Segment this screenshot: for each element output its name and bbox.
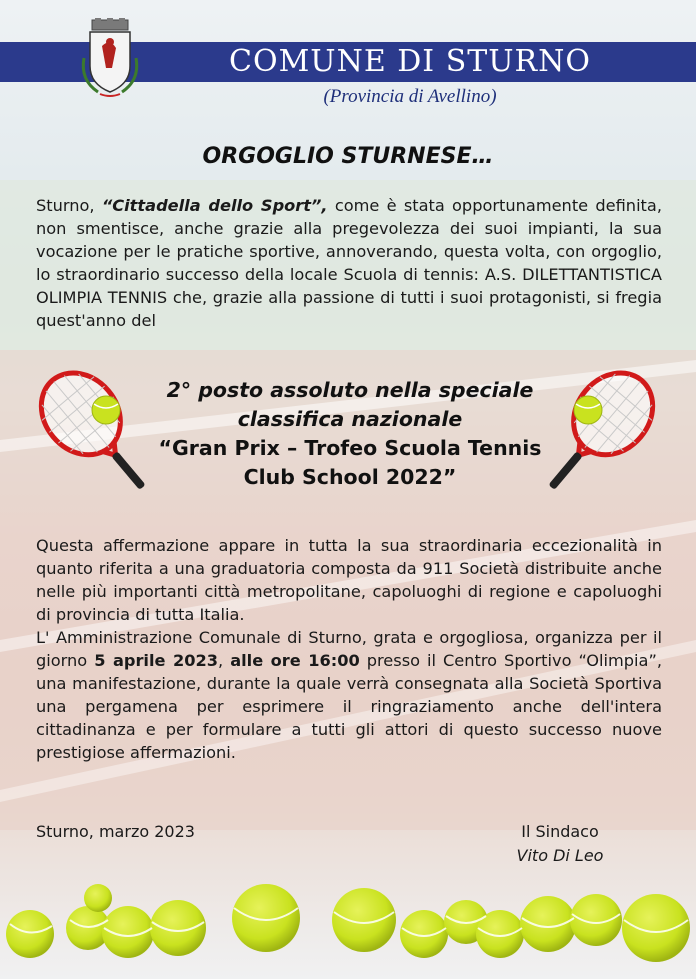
- document-title: ORGOGLIO STURNESE…: [202, 144, 494, 169]
- award-line-1: 2° posto assoluto nella speciale: [166, 378, 534, 402]
- award-announcement: [140, 376, 560, 492]
- intro-text-rest: come è stata opportunamente definita, non smentisce, anche grazie alla pregevolezza dei suoi impianti, la sua vocazione per le pratiche sportive, annoverando, questa volta, con orgoglio, lo straordinario successo della locale Scuola di tennis: A.S. DILETTANTISTICA OLIMPIA TENNIS che, grazie alla passione di tutti i suoi protagonisti, si fregia quest'anno del: [36, 196, 662, 330]
- municipal-crest-icon: [76, 18, 144, 98]
- event-text-start: L' Amministrazione Comunale di Sturno, grata e orgogliosa, organizza per il giorno: [36, 628, 662, 670]
- signer-role: Il Sindaco: [521, 822, 599, 841]
- signer-name: Vito Di Leo: [516, 846, 604, 865]
- tennis-balls-decoration: [0, 870, 696, 979]
- intro-emphasis: “Cittadella dello Sport”,: [101, 196, 328, 215]
- province-subtitle: (Provincia di Avellino): [323, 86, 497, 107]
- place-date: Sturno, marzo 2023: [36, 822, 195, 841]
- event-text-rest: presso il Centro Sportivo “Olimpia”, una manifestazione, durante la quale verrà consegnata alla Società Sportiva una pergamena per esprimere il ringraziamento anche dell'intera cittadinanza e per formulare a tutti gli attori di questo successo nuove prestigiose affermazioni.: [36, 651, 663, 762]
- tennis-ball-icon: [6, 884, 690, 962]
- event-separator: ,: [218, 651, 231, 670]
- award-line-4: Club School 2022”: [243, 465, 457, 489]
- event-date: 5 aprile 2023: [94, 651, 219, 670]
- intro-text-start: Sturno,: [36, 196, 102, 215]
- event-paragraph: [36, 626, 662, 764]
- context-paragraph: Questa affermazione appare in tutta la sua straordinaria eccezionalità in quanto riferita a una graduatoria composta da 911 Società distribuite anche nelle più importanti città metropolitane, capoluoghi di regione e capoluoghi di provincia di tutta Italia.: [36, 536, 662, 624]
- event-time: alle ore 16:00: [230, 651, 360, 670]
- intro-paragraph: [36, 194, 662, 332]
- municipality-title: COMUNE DI STURNO: [229, 44, 591, 79]
- award-line-2: classifica nazionale: [237, 407, 463, 431]
- tennis-racket-icon: [26, 370, 158, 505]
- award-line-3: “Gran Prix – Trofeo Scuola Tennis: [158, 436, 542, 460]
